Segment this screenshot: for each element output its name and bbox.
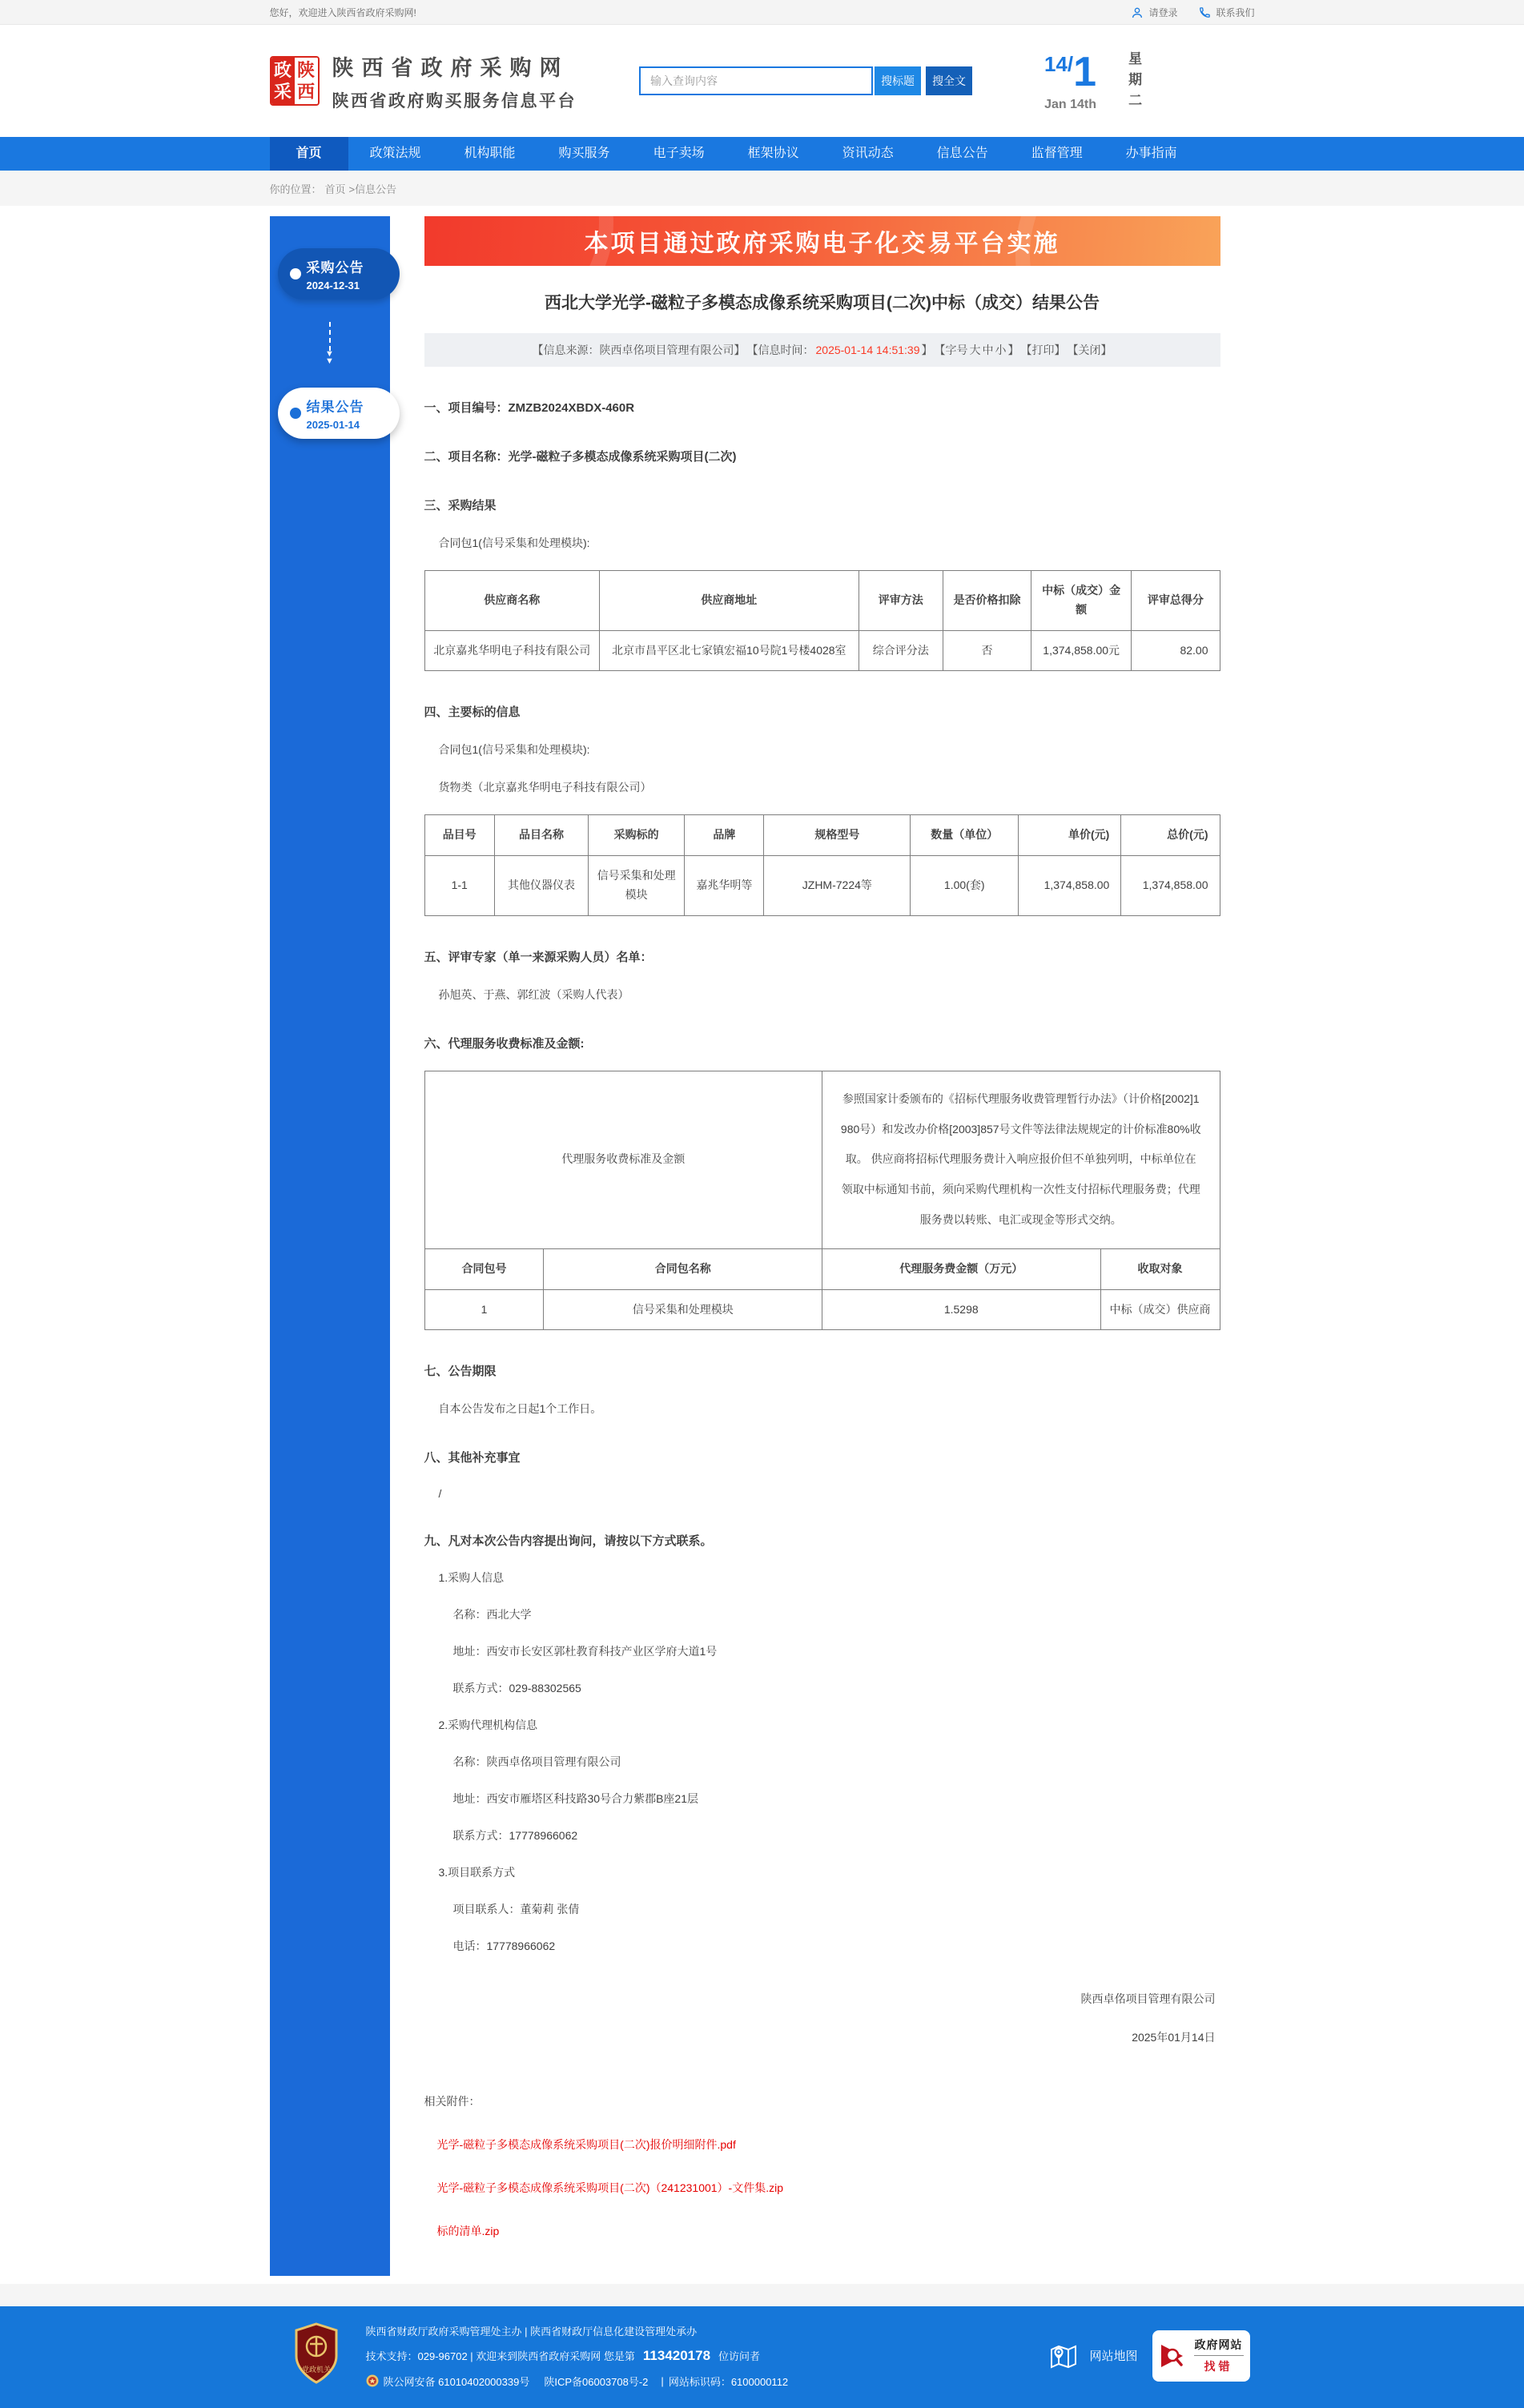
date-daymonth: 14/: [1044, 52, 1074, 76]
table-cell: 合同包名称: [544, 1248, 822, 1289]
gov-site-error-badge[interactable]: [1152, 2330, 1250, 2382]
table-cell: 信号采集和处理模块: [589, 856, 685, 916]
date-block: [1044, 48, 1184, 114]
table-cell: 品牌: [685, 815, 764, 856]
experts-list: 孙旭英、于燕、郭红波（采购人代表）: [438, 987, 629, 1001]
emblem-label: 党政机关: [301, 2366, 331, 2374]
step-dot: [290, 268, 301, 279]
prefooter-strip: [0, 2284, 1524, 2306]
table-cell: 北京市昌平区北七家镇宏福10号院1号楼4028室: [599, 630, 859, 671]
info-time: 2025-01-14 14:51:39: [815, 344, 920, 356]
info-time-label: 【信息时间：: [746, 344, 814, 356]
nav-item-announcements[interactable]: 信息公告: [936, 147, 988, 160]
nav-item-functions[interactable]: 机构职能: [464, 147, 516, 160]
nav-item-guide[interactable]: 办事指南: [1125, 147, 1177, 160]
footer-beian1[interactable]: 陕公网安备 61010402000339号: [383, 2375, 530, 2388]
table-cell: 嘉兆华明等: [685, 856, 764, 916]
sitemap-map-icon: [1047, 2340, 1080, 2372]
table-cell: 单价(元): [1019, 815, 1121, 856]
table-cell: 收取对象: [1100, 1248, 1220, 1289]
table-cell: 参照国家计委颁布的《招标代理服务收费管理暂行办法》（计价格[2002]1980号）和发改办价格[2003]857号文件等法律法规规定的计价标准80%收取。 供应商将招标代理服务费计入响应报价但不单独列明，中标单位在领取中标通知书前，须向采购代理机构一次性支付招标代理服务费；代理服务费以转账、电汇或现金等形式交纳。: [822, 1071, 1220, 1248]
notice-period-text: 自本公告发布之日起1个工作日。: [438, 1402, 602, 1416]
table-cell: 是否价格扣除: [943, 571, 1031, 631]
sitemap-label: 网站地图: [1089, 2350, 1138, 2364]
table-cell: 否: [943, 630, 1031, 671]
government-emblem-icon: [294, 2322, 339, 2389]
visitor-count: 113420178: [642, 2347, 711, 2363]
purchaser-address: 地址：西安市长安区郭杜教育科技产业区学府大道1号: [452, 1645, 718, 1658]
breadcrumb-prefix: 你的位置：: [269, 183, 322, 195]
article-meta-bar: [424, 333, 1220, 367]
search-bar: [639, 66, 972, 95]
table-cell: 1.00(套): [911, 856, 1019, 916]
fontsize-medium-button[interactable]: 中: [982, 344, 994, 356]
footer-site-code: 网站标识码：6100000112: [668, 2375, 789, 2388]
contract-package-label: 合同包1(信号采集和处理模块):: [438, 743, 590, 757]
login-link[interactable]: [1131, 6, 1177, 19]
table-cell: 供应商名称: [424, 571, 599, 631]
purchaser-phone: 联系方式：029-88302565: [452, 1682, 581, 1695]
signature-date: 2025年01月14日: [1132, 2031, 1216, 2044]
nav-item-framework[interactable]: 框架协议: [747, 147, 799, 160]
table-cell: JZHM-7224等: [764, 856, 911, 916]
section-6-heading: 六、代理服务收费标准及金额:: [424, 1036, 585, 1051]
contact-link[interactable]: [1198, 6, 1254, 19]
table-cell: 品目名称: [494, 815, 588, 856]
agency-info-title: 2.采购代理机构信息: [438, 1719, 538, 1732]
search-input[interactable]: [639, 66, 873, 95]
site-title: 陕西省政府采购网: [332, 55, 569, 80]
agency-phone: 联系方式：17778966062: [452, 1829, 578, 1843]
project-contact-title: 3.项目联系方式: [438, 1866, 516, 1879]
sitemap-link[interactable]: [1047, 2340, 1137, 2372]
purchaser-info-title: 1.采购人信息: [438, 1571, 505, 1585]
project-contact-phone: 电话：17778966062: [452, 1940, 556, 1953]
footer-visitor-suffix: 位访问者: [718, 2350, 761, 2363]
platform-banner: [424, 216, 1220, 266]
sidebar-item-date: 2024-12-31: [306, 279, 360, 291]
arrow-down-icon: ▼ ▼: [270, 299, 390, 388]
sidebar-item-label: 采购公告: [306, 260, 364, 275]
phone-icon: [1198, 6, 1211, 19]
date-english: Jan 14th: [1044, 98, 1096, 111]
bid-items-table: [424, 814, 1220, 915]
gov-site-label: 政府网站: [1194, 2338, 1243, 2352]
fontsize-close: 】: [1007, 344, 1019, 356]
site-logo: [270, 56, 320, 106]
banner-text: 本项目通过政府采购电子化交易平台实施: [584, 231, 1060, 257]
contract-package-label: 合同包1(信号采集和处理模块):: [438, 537, 590, 549]
sidebar-item-result-notice[interactable]: [278, 388, 400, 439]
breadcrumb-band: [0, 171, 1524, 206]
table-cell: 总价(元): [1121, 815, 1220, 856]
table-cell: 1,374,858.00: [1121, 856, 1220, 916]
table-cell: 评审总得分: [1132, 571, 1220, 631]
agency-name: 名称：陕西卓佲项目管理有限公司: [452, 1755, 621, 1769]
sidebar-item-procurement-notice[interactable]: [278, 248, 400, 299]
table-cell: 信号采集和处理模块: [544, 1289, 822, 1330]
goods-category-label: 货物类（北京嘉兆华明电子科技有限公司）: [438, 781, 652, 794]
table-cell: 品目号: [424, 815, 494, 856]
section-9-heading: 九、凡对本次公告内容提出询问，请按以下方式联系。: [424, 1534, 713, 1549]
table-cell: 1-1: [424, 856, 494, 916]
procurement-result-table: [424, 570, 1220, 671]
attachment-link-list-zip[interactable]: 标的清单.zip: [436, 2225, 500, 2238]
section-8-heading: 八、其他补充事宜: [424, 1451, 521, 1465]
sidebar: [270, 216, 390, 2276]
nav-item-policy[interactable]: 政策法规: [369, 147, 421, 160]
nav-item-news[interactable]: 资讯动态: [842, 147, 894, 160]
find-error-logo-icon: [1159, 2342, 1188, 2370]
table-cell: 1.5298: [822, 1289, 1100, 1330]
table-cell: 1,374,858.00: [1019, 856, 1121, 916]
table-cell: 北京嘉兆华明电子科技有限公司: [424, 630, 599, 671]
attachments: [424, 2093, 1220, 2239]
header: [0, 25, 1524, 137]
date-weekday: 星期二: [1126, 51, 1142, 114]
attachments-label: 相关附件：: [424, 2095, 481, 2109]
police-badge-icon: [366, 2374, 379, 2387]
section-4-heading: 四、主要标的信息: [424, 706, 521, 720]
close-button[interactable]: 【关闭】: [1067, 344, 1112, 356]
nav-item-supervision[interactable]: 监督管理: [1031, 147, 1083, 160]
page-title: 西北大学光学-磁粒子多模态成像系统采购项目(二次)中标（成交）结果公告: [545, 294, 1100, 312]
other-matters-text: /: [438, 1487, 442, 1501]
section-3-heading: 三、采购结果: [424, 499, 497, 513]
fontsize-small-button[interactable]: 小: [995, 344, 1007, 356]
table-cell: 合同包号: [424, 1248, 544, 1289]
print-button[interactable]: 【打印】: [1020, 344, 1066, 356]
welcome-text: 您好，欢迎进入陕西省政府采购网!: [269, 7, 416, 18]
step-dot: [290, 408, 301, 419]
search-fulltext-button[interactable]: 搜全文: [926, 66, 972, 95]
section-1-heading: 一、项目编号：ZMZB2024XBDX-460R: [424, 401, 635, 415]
attachment-link-pdf[interactable]: 光学-磁粒子多模态成像系统采购项目(二次)报价明细附件.pdf: [436, 2138, 736, 2152]
logo-char: 采: [273, 82, 292, 102]
agency-fee-table: [424, 1071, 1220, 1331]
table-cell: 中标（成交）供应商: [1100, 1289, 1220, 1330]
signature-block: [424, 1991, 1220, 2045]
table-cell: 评审方法: [859, 571, 943, 631]
footer-separator: |: [661, 2374, 664, 2387]
breadcrumb: [270, 171, 1255, 206]
find-error-label: 找错: [1204, 2360, 1233, 2374]
user-icon: [1131, 6, 1144, 19]
content: [270, 216, 1255, 2276]
search-title-button[interactable]: 搜标题: [875, 66, 921, 95]
table-cell: 82.00: [1132, 630, 1220, 671]
table-cell: 1: [424, 1289, 544, 1330]
info-time-close: 】: [921, 344, 933, 356]
table-cell: 1,374,858.00元: [1031, 630, 1132, 671]
login-label: 请登录: [1148, 7, 1178, 18]
attachment-link-fileset-zip[interactable]: 光学-磁粒子多模态成像系统采购项目(二次)（241231001）-文件集.zip: [436, 2181, 784, 2195]
logo-char: 陕: [296, 59, 315, 80]
section-5-heading: 五、评审专家（单一来源采购人员）名单：: [424, 950, 653, 964]
fontsize-label: 【字号: [934, 344, 968, 356]
nav-item-e-mall[interactable]: 电子卖场: [653, 147, 705, 160]
table-cell: 数量（单位）: [911, 815, 1019, 856]
project-contact-person: 项目联系人：董菊莉 张倩: [452, 1903, 580, 1916]
signature-company: 陕西卓佲项目管理有限公司: [1080, 1992, 1216, 2006]
table-cell: 代理服务费金额（万元）: [822, 1248, 1100, 1289]
table-cell: 综合评分法: [859, 630, 943, 671]
nav-item-home[interactable]: 首页: [270, 137, 348, 171]
contact-label: 联系我们: [1216, 7, 1255, 18]
site-subtitle: 陕西省政府购买服务信息平台: [332, 91, 577, 111]
table-cell: 中标（成交）金额: [1031, 571, 1132, 631]
article: [390, 216, 1255, 2276]
main-nav: [0, 137, 1524, 171]
purchaser-name: 名称：西北大学: [452, 1608, 532, 1622]
table-cell: 代理服务收费标准及金额: [424, 1071, 822, 1248]
topbar: [0, 0, 1524, 25]
footer-organizer: 陕西省财政厅政府采购管理处主办 | 陕西省财政厅信息化建设管理处承办: [365, 2325, 698, 2338]
table-cell: 采购标的: [589, 815, 685, 856]
info-source: 【信息来源：陕西卓佲项目管理有限公司】: [532, 344, 746, 356]
section-2-heading: 二、项目名称：光学-磁粒子多模态成像系统采购项目(二次): [424, 450, 737, 464]
breadcrumb-current: >信息公告: [348, 183, 397, 195]
sidebar-item-date: 2025-01-14: [306, 419, 360, 431]
table-cell: 规格型号: [764, 815, 911, 856]
logo-char: 政: [273, 59, 292, 80]
table-cell: 供应商地址: [599, 571, 859, 631]
table-cell: 其他仪器仪表: [494, 856, 588, 916]
date-big: 1: [1073, 49, 1097, 95]
footer: [0, 2306, 1524, 2408]
section-7-heading: 七、公告期限: [424, 1365, 497, 1379]
fontsize-large-button[interactable]: 大: [969, 344, 981, 356]
breadcrumb-home-link[interactable]: 首页: [324, 183, 346, 195]
nav-item-purchase-services[interactable]: 购买服务: [558, 147, 610, 160]
logo-char: 西: [296, 82, 315, 102]
footer-support: 技术支持：029-96702 | 欢迎来到陕西省政府采购网 您是第: [365, 2350, 635, 2363]
agency-address: 地址：西安市雁塔区科技路30号合力紫郡B座21层: [452, 1792, 698, 1806]
sidebar-item-label: 结果公告: [306, 400, 364, 415]
footer-beian2[interactable]: 陕ICP备06003708号-2: [544, 2375, 649, 2388]
